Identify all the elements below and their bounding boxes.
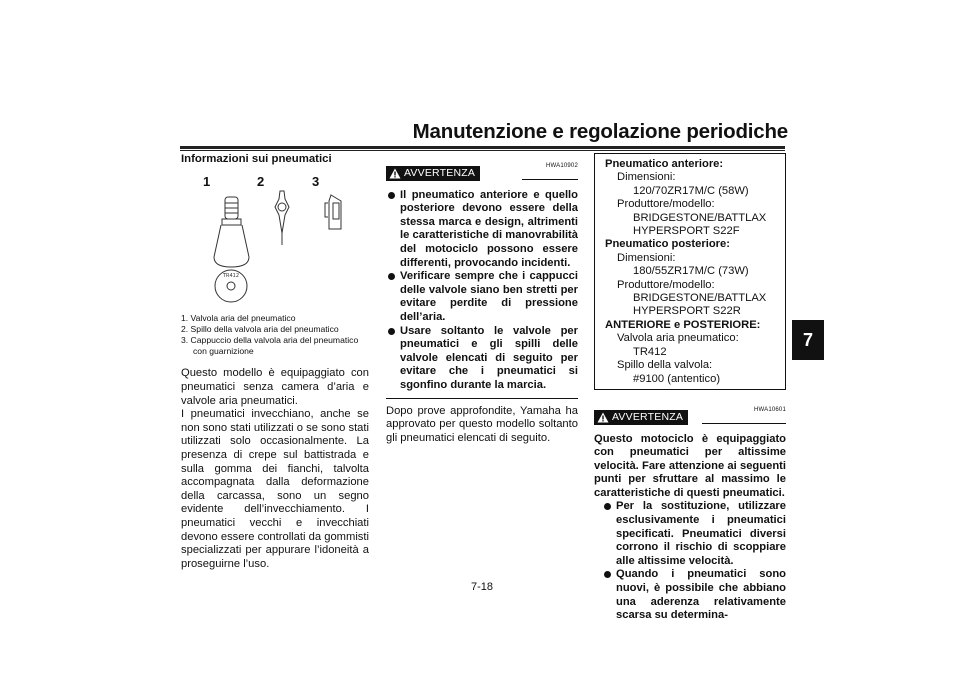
legend-item: 3. Cappuccio della valvola aria del pneumatico con guarnizione	[181, 335, 359, 357]
legend-item: 1. Valvola aria del pneumatico	[181, 312, 296, 323]
page-title: Manutenzione e regolazione periodiche	[412, 120, 788, 143]
spec-label: Produttore/modello:	[617, 278, 715, 291]
paragraph: Questo modello è equipaggiato con pneumatici senza camera d’aria e valvole aria pneumatici.	[181, 367, 369, 407]
warning-bullets	[386, 189, 578, 393]
spec-value: BRIDGESTONE/BATTLAX	[633, 211, 767, 224]
spec-value: HYPERSPORT S22R	[633, 305, 741, 318]
spec-rear-title: Pneumatico posteriore:	[605, 238, 730, 251]
warning-badge	[594, 410, 688, 425]
figure-legend	[181, 313, 369, 358]
spec-label: Valvola aria pneumatico:	[617, 332, 739, 345]
warning-label: AVVERTENZA	[612, 410, 684, 423]
warning-rule	[522, 179, 578, 180]
paragraph: Dopo prove approfondite, Yamaha ha approvato per questo modello soltanto gli pneumatici elencati di seguito.	[386, 404, 578, 444]
figure-number-3: 3	[312, 173, 320, 189]
chapter-tab: 7	[792, 320, 824, 360]
legend-item: 2. Spillo della valvola aria del pneumatico	[181, 323, 339, 334]
page-number: 7-18	[470, 581, 494, 593]
bullet-item: Per la sostituzione, utilizzare esclusivamente i pneumatici specificati. Pneumatici diversi corrono il rischio di scoppiare alle altissime velocità.	[602, 500, 786, 568]
column-2	[386, 160, 578, 445]
figure-number-1: 1	[203, 173, 211, 189]
warning-triangle-icon	[389, 168, 401, 179]
warning-badge	[386, 166, 480, 181]
spec-value: 180/55ZR17M/C (73W)	[633, 265, 749, 278]
spec-value: 120/70ZR17M/C (58W)	[633, 184, 749, 197]
column-1	[181, 153, 369, 571]
warning-rule	[702, 423, 786, 424]
tire-spec-box	[594, 153, 786, 390]
valve-figure	[181, 173, 369, 305]
bullet-item: Verificare sempre che i cappucci delle valvole siano ben stretti per evitare perdite di pressione dell’aria.	[386, 270, 578, 324]
spec-label: Spillo della valvola:	[617, 359, 713, 372]
spec-label: Dimensioni:	[617, 251, 676, 264]
spec-label: Produttore/modello:	[617, 198, 715, 211]
bullet-item: Il pneumatico anteriore e quello posteriore devono essere della stessa marca e design, altrimenti le caratteristiche di manovrabilità del motociclo possono essere differenti, provocando incidenti.	[386, 189, 578, 271]
tire-valve-icon	[181, 173, 369, 305]
warning-bullets	[602, 500, 786, 622]
warning-header	[386, 160, 578, 181]
spec-front-title: Pneumatico anteriore:	[605, 158, 724, 170]
warning-triangle-icon	[597, 412, 609, 423]
figure-marking: TR412	[222, 272, 240, 279]
spec-label: Dimensioni:	[617, 171, 676, 184]
warning-code: HWA10601	[753, 406, 786, 413]
warning-code: HWA10902	[545, 163, 578, 169]
bullet-item: Usare soltanto le valvole per pneumatici e gli spilli delle valvole elencati di seguito per evitare che i pneumatici si sgonfino durante la marcia.	[386, 325, 578, 393]
header-rule-thin	[180, 150, 785, 151]
figure-number-2: 2	[257, 173, 265, 189]
warning-text: Questo motociclo è equipaggiato con pneumatici per altissime velocità. Fare attenzione ai seguenti punti per sfruttare al massimo le caratteristiche di questi pneumatici.	[594, 432, 786, 499]
body-text	[181, 367, 369, 571]
bullet-item: Quando i pneumatici sono nuovi, è possibile che abbiano una aderenza relativamente scarsa su determina-	[602, 568, 786, 622]
warning-header	[594, 404, 786, 425]
warning-label: AVVERTENZA	[404, 166, 476, 179]
spec-value: #9100 (antentico)	[633, 372, 721, 385]
spec-value: TR412	[633, 345, 667, 358]
spec-value: HYPERSPORT S22F	[633, 225, 740, 238]
spec-value: BRIDGESTONE/BATTLAX	[633, 292, 767, 305]
section-title: Informazioni sui pneumatici	[181, 153, 332, 165]
warning-end-rule	[386, 398, 578, 399]
header-rule	[180, 146, 785, 149]
column-3	[594, 153, 786, 623]
paragraph: I pneumatici invecchiano, anche se non sono stati utilizzati o se sono stati utilizzati solo occasionalmente. La presenza di crepe sul battistrada e sulla gomma dei fianchi, talvolta accompagnata dalla deformazione della carcassa, sono un segno evidente dell’invecchiamento. I pneumatici vecchi e invecchiati devono essere controllati da gommisti specializzati per appurare l’idoneità a proseguirne l’uso.	[181, 408, 369, 570]
spec-both-title: ANTERIORE e POSTERIORE:	[605, 318, 761, 331]
